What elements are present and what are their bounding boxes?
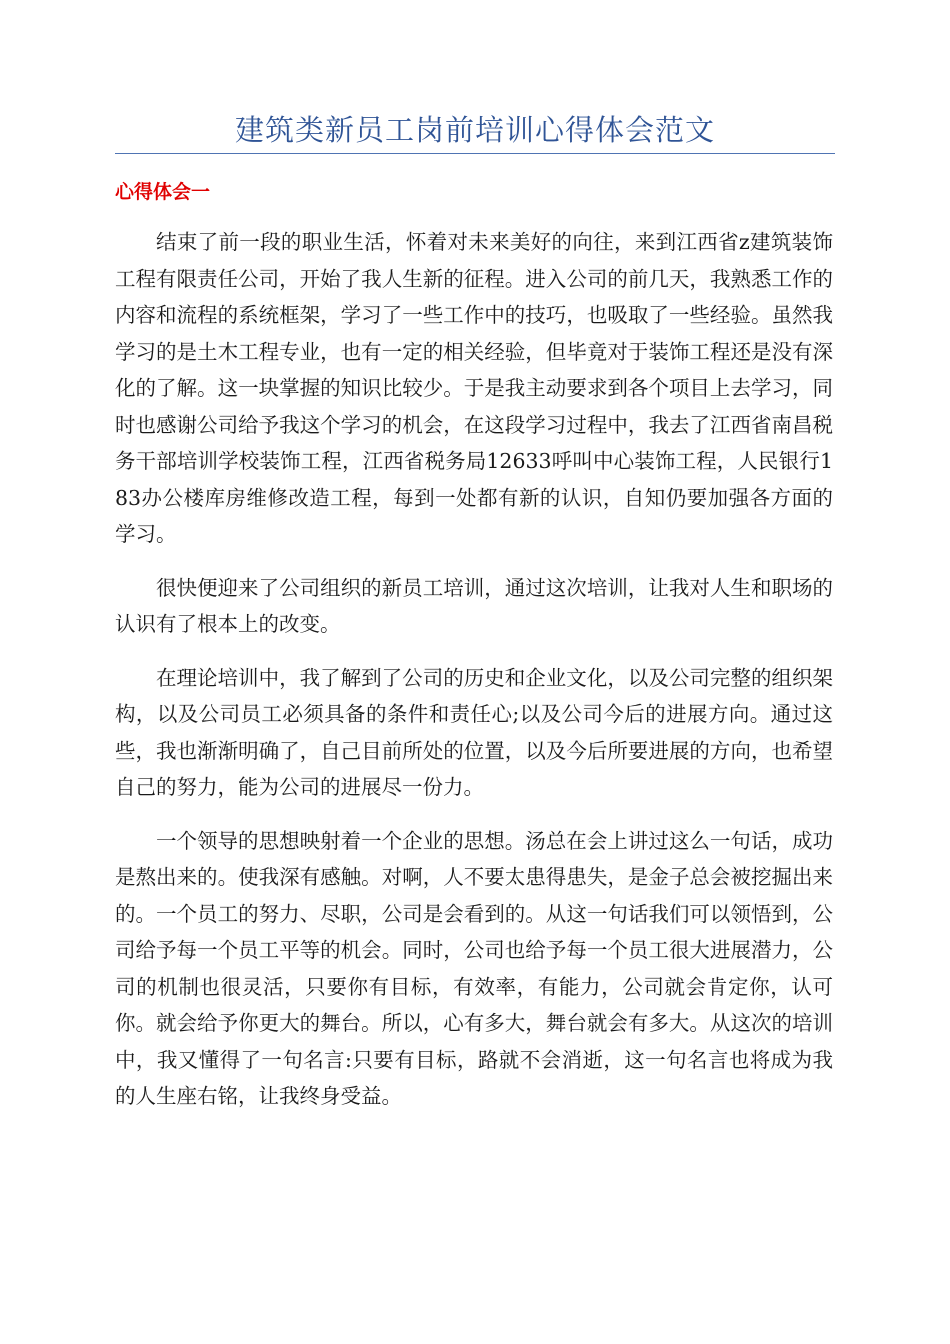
paragraph-3: 在理论培训中，我了解到了公司的历史和企业文化，以及公司完整的组织架构，以及公司员工必须具备的条件和责任心;以及公司今后的进展方向。通过这些，我也渐渐明确了，自己目前所处的位置，以及今后所要进展的方向，也希望自己的努力，能为公司的进展尽一份力。	[115, 665, 833, 799]
document-title: 建筑类新员工岗前培训心得体会范文	[234, 113, 715, 147]
paragraph-1: 结束了前一段的职业生活，怀着对未来美好的向往，来到江西省z建筑装饰工程有限责任公司，开始了我人生新的征程。进入公司的前几天，我熟悉工作的内容和流程的系统框架，学习了一些工作中的技巧，也吸取了一些经验。虽然我学习的是土木工程专业，也有一定的相关经验，但毕竟对于装饰工程还是没有深化的了解。这一块掌握的知识比较少。于是我主动要求到各个项目上去学习，同时也感谢公司给予我这个学习的机会，在这段学习过程中，我去了江西省南昌税务干部培训学校装饰工程，江西省税务局12633呼叫中心装饰工程，人民银行183办公楼库房维修改造工程，每到一处都有新的认识，自知仍要加强各方面的学习。	[115, 230, 833, 546]
section-heading: 心得体会一	[115, 181, 211, 203]
body-text	[115, 224, 833, 1132]
paragraph-4: 一个领导的思想映射着一个企业的思想。汤总在会上讲过这么一句话，成功是熬出来的。使我深有感触。对啊，人不要太患得患失，是金子总会被挖掘出来的。一个员工的努力、尽职，公司是会看到的。从这一句话我们可以领悟到，公司给予每一个员工平等的机会。同时，公司也给予每一个员工很大进展潜力，公司的机制也很灵活，只要你有目标，有效率，有能力，公司就会肯定你，认可你。就会给予你更大的舞台。所以，心有多大，舞台就会有多大。从这次的培训中，我又懂得了一句名言:只要有目标，路就不会消逝，这一句名言也将成为我的人生座右铭，让我终身受益。	[115, 828, 833, 1108]
title-underline	[115, 153, 835, 154]
paragraph-2: 很快便迎来了公司组织的新员工培训，通过这次培训，让我对人生和职场的认识有了根本上的改变。	[115, 575, 833, 636]
